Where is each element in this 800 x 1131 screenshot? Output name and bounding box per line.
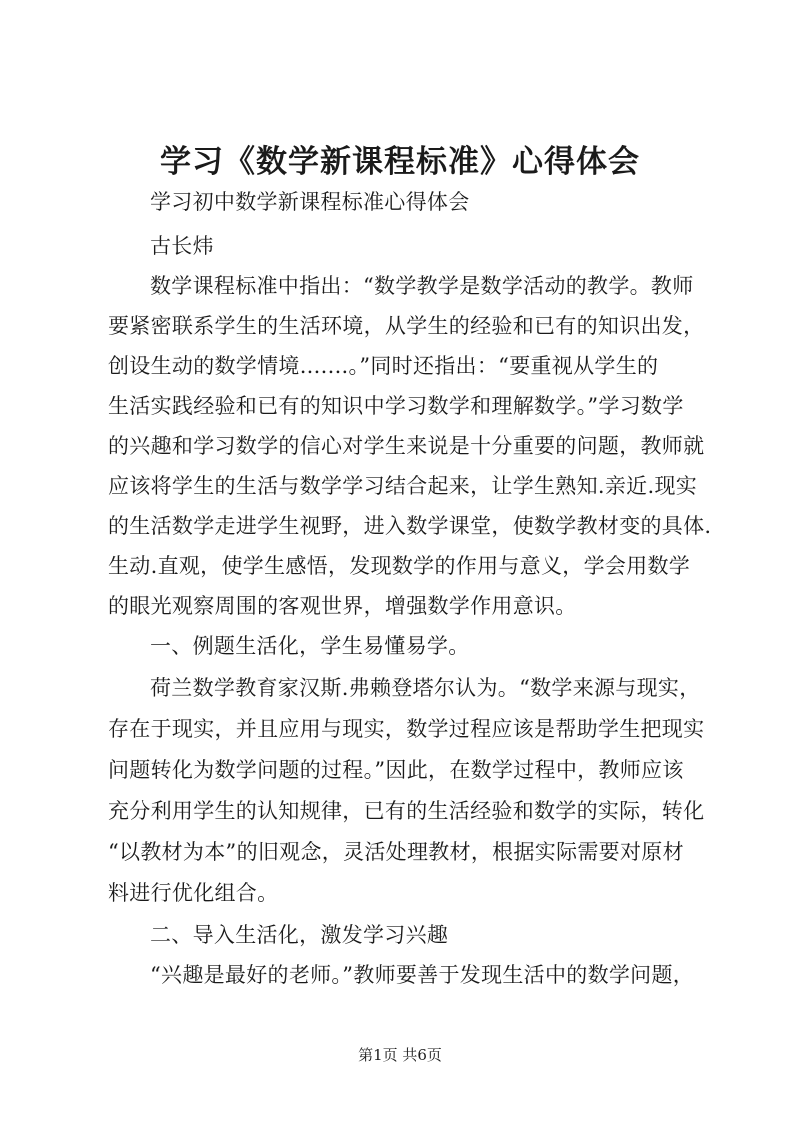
document-title: 学习《数学新课程标准》心得体会 <box>160 144 640 180</box>
page-footer: 第1页 共6页 <box>358 1046 442 1064</box>
paragraph-line: 充分利用学生的认知规律，已有的生活经验和数学的实际，转化 <box>108 799 705 823</box>
document-author: 古长炜 <box>150 234 214 258</box>
paragraph-line: 问题转化为数学问题的过程。”因此，在数学过程中，教师应该 <box>108 758 684 782</box>
paragraph-line: 创设生动的数学情境.......。”同时还指出：“要重视从学生的 <box>108 354 659 378</box>
section-heading: 一、例题生活化，学生易懂易学。 <box>150 634 470 658</box>
paragraph-line: 生活实践经验和已有的知识中学习数学和理解数学。”学习数学 <box>108 394 684 418</box>
paragraph-line: 荷兰数学教育家汉斯.弗赖登塔尔认为。“数学来源与现实， <box>150 676 701 700</box>
paragraph-line: 存在于现实，并且应用与现实，数学过程应该是帮助学生把现实 <box>108 717 705 741</box>
paragraph-line: 的生活数学走进学生视野，进入数学课堂，使数学教材变的具体. <box>108 514 712 538</box>
paragraph-line: “以教材为本”的旧观念，灵活处理教材，根据实际需要对原材 <box>108 840 684 864</box>
paragraph-line: “兴趣是最好的老师。”教师要善于发现生活中的数学问题， <box>150 963 695 987</box>
paragraph-line: 应该将学生的生活与数学学习结合起来，让学生熟知.亲近.现实 <box>108 474 698 498</box>
paragraph-line: 生动.直观，使学生感悟，发现数学的作用与意义，学会用数学 <box>108 554 691 578</box>
paragraph-line: 要紧密联系学生的生活环境，从学生的经验和已有的知识出发， <box>108 314 705 338</box>
paragraph-line: 数学课程标准中指出：“数学教学是数学活动的教学。教师 <box>150 274 694 298</box>
document-subtitle: 学习初中数学新课程标准心得体会 <box>150 190 470 214</box>
section-heading: 二、导入生活化，激发学习兴趣 <box>150 923 449 947</box>
paragraph-line: 的兴趣和学习数学的信心对学生来说是十分重要的问题，教师就 <box>108 434 705 458</box>
paragraph-line: 料进行优化组合。 <box>108 881 279 905</box>
paragraph-line: 的眼光观察周围的客观世界，增强数学作用意识。 <box>108 594 577 618</box>
